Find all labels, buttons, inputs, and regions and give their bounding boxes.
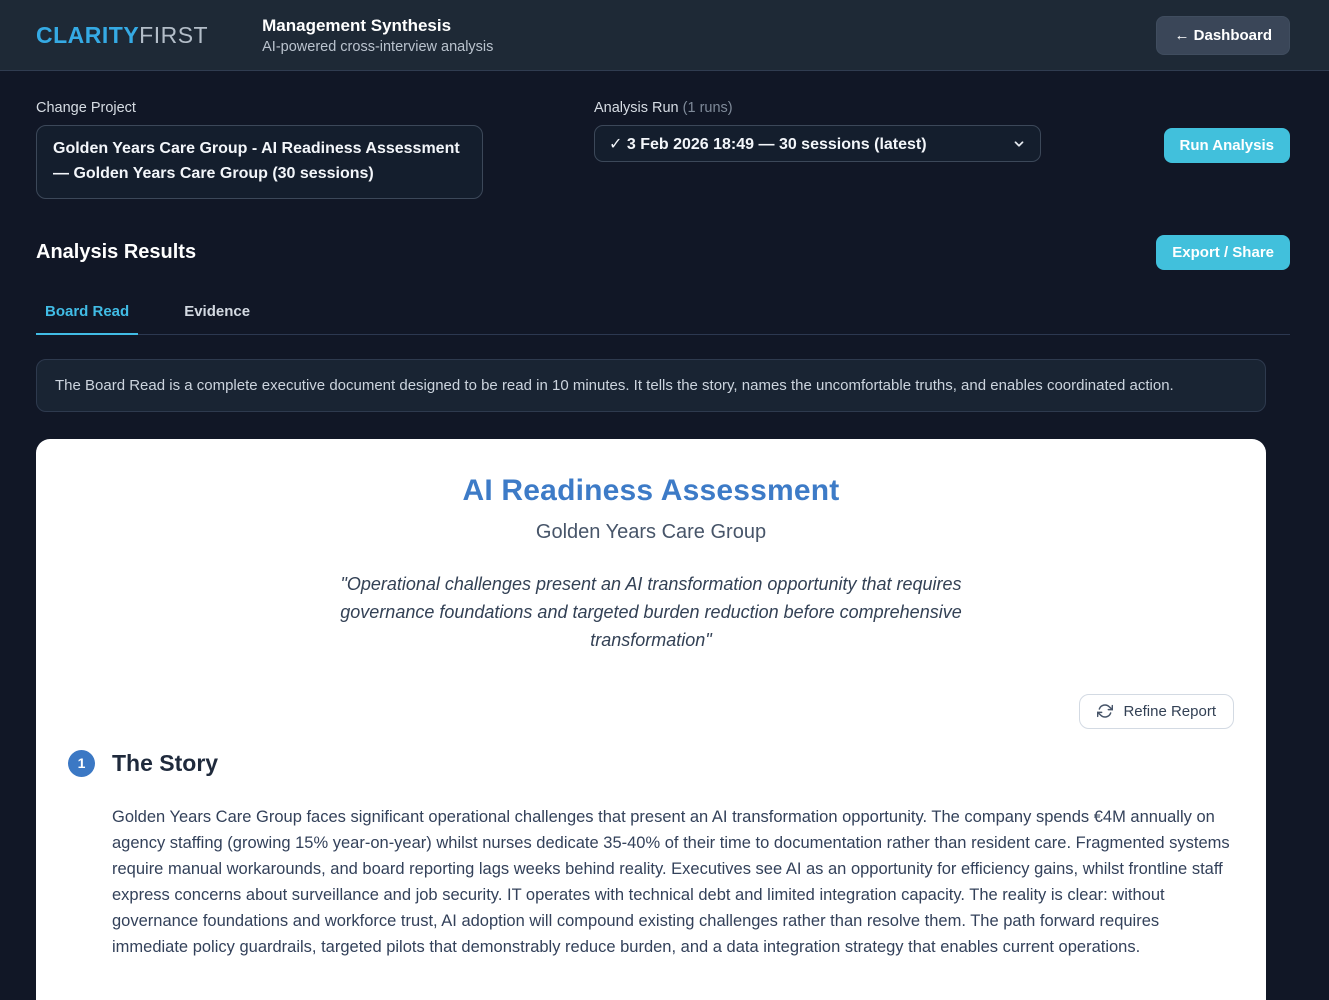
project-select[interactable]: Golden Years Care Group - AI Readiness Assessment — Golden Years Care Group (30 sessions) [36, 125, 483, 199]
report-quote: "Operational challenges present an AI transformation opportunity that requires governance foundations and targeted burden reduction before comprehensive transformation" [340, 573, 962, 650]
section-title: The Story [112, 749, 219, 776]
controls-row [0, 71, 1329, 199]
analysis-run-select[interactable] [594, 125, 1041, 162]
app-header [0, 0, 1329, 71]
page-title: Management Synthesis [262, 15, 452, 35]
analysis-run-select-value: ✓ 3 Feb 2026 18:49 — 30 sessions (latest) [609, 135, 927, 153]
report-title: AI Readiness Assessment [462, 473, 840, 507]
refresh-icon [1097, 703, 1113, 719]
project-group [36, 100, 483, 199]
logo-part-clarity: CLARITY [36, 21, 140, 48]
page-subtitle: AI-powered cross-interview analysis [262, 39, 494, 56]
run-analysis-button[interactable]: Run Analysis [1164, 128, 1290, 163]
dashboard-button[interactable]: ← Dashboard [1156, 16, 1290, 55]
header-titles [262, 15, 493, 55]
analysis-results-heading: Analysis Results [36, 240, 197, 263]
results-header [0, 199, 1329, 270]
analysis-run-label-text: Analysis Run [594, 100, 679, 116]
refine-report-button[interactable] [1079, 694, 1234, 729]
board-read-info-box: The Board Read is a complete executive document designed to be read in 10 minutes. It tells the story, names the uncomfortable truths, and enables coordinated action. [36, 359, 1266, 412]
tab-evidence[interactable]: Evidence [184, 302, 251, 320]
chevron-down-icon [1012, 137, 1026, 151]
section-number-badge: 1 [68, 750, 95, 777]
section-heading-the-story [68, 750, 1234, 777]
analysis-run-label [594, 100, 1041, 116]
refine-row [68, 694, 1234, 729]
analysis-run-count: (1 runs) [682, 100, 733, 116]
report-subtitle: Golden Years Care Group [535, 520, 767, 543]
refine-report-label: Refine Report [1123, 702, 1216, 720]
results-tabs [36, 297, 1290, 335]
logo-part-first: FIRST [139, 21, 209, 48]
change-project-label: Change Project [36, 100, 136, 116]
analysis-run-group [594, 100, 1041, 162]
clarityfirst-logo [36, 22, 208, 49]
section-body-text: Golden Years Care Group faces significant operational challenges that present an AI transformation opportunity. The company spends €4M annually on agency staffing (growing 15% year-on-year) whilst nurses dedicate 35-40% of their time to documentation rather than resident care. Fragmented systems require manual workarounds, and board reporting lags weeks behind reality. Executives see AI as an opportunity for efficiency gains, whilst frontline staff express concerns about surveillance and job security. IT operates with technical debt and limited integration capacity. The reality is clear: without governance foundations and workforce trust, AI adoption will compound existing challenges rather than resolve them. The path forward requires immediate policy guardrails, targeted pilots that demonstrably reduce burden, and a data integration strategy that enables current operations. [112, 807, 1230, 956]
report-card [36, 439, 1266, 1000]
tab-board-read[interactable]: Board Read [36, 297, 138, 335]
export-share-button[interactable]: Export / Share [1156, 235, 1290, 270]
